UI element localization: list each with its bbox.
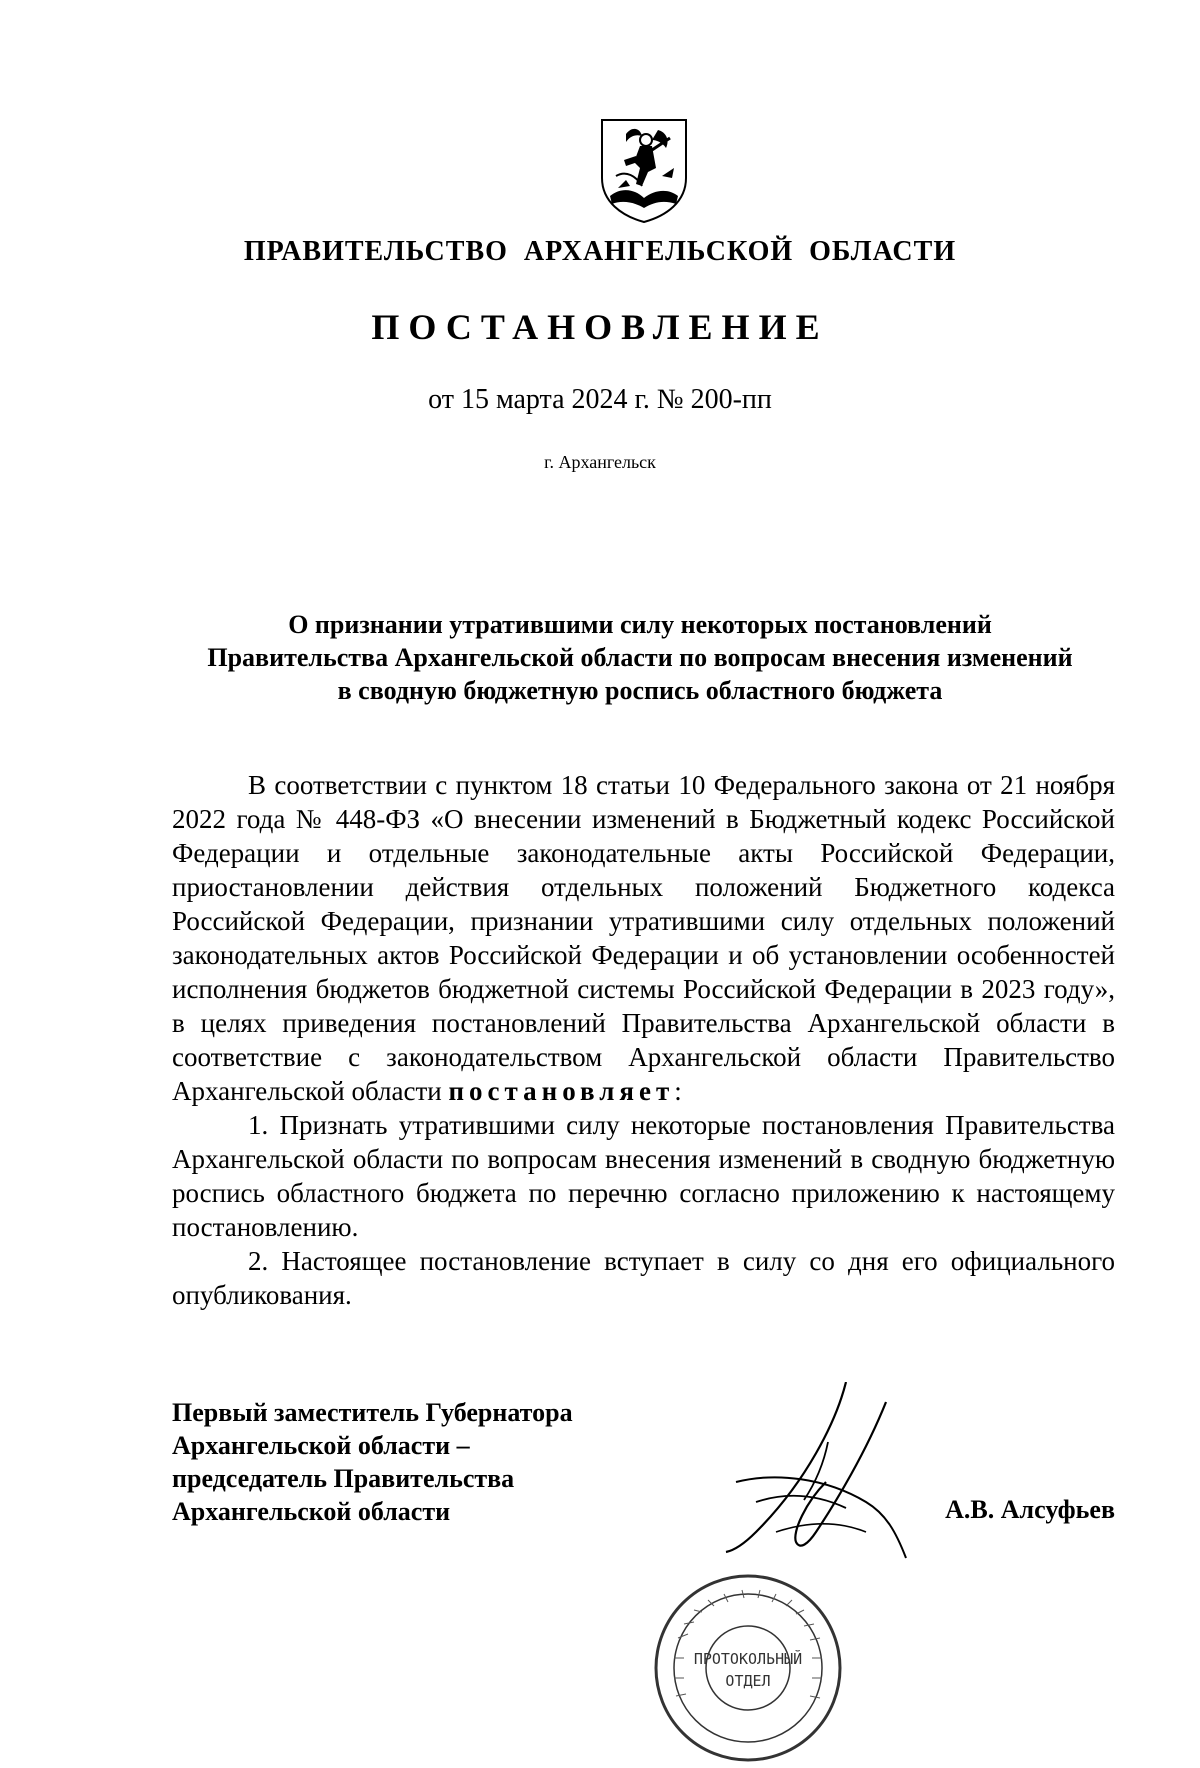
preamble-paragraph [172,768,1115,1108]
signer-name: А.В. Алсуфьев [945,1495,1115,1524]
document-city: г. Архангельск [544,452,656,472]
government-name: ПРАВИТЕЛЬСТВО АРХАНГЕЛЬСКОЙ ОБЛАСТИ [243,236,957,267]
signer-position-line: Первый заместитель Губернатора [172,1398,573,1427]
stamp-text-line: ОТДЕЛ [725,1672,771,1690]
signer-position-line: председатель Правительства [172,1464,515,1493]
stamp-text-line: ПРОТОКОЛЬНЫЙ [693,1650,803,1668]
document-body [172,768,1115,1312]
title-line: в сводную бюджетную роспись областного бюджета [337,676,943,705]
document-type: ПОСТАНОВЛЕНИЕ [371,307,829,347]
document-date-number: от 15 марта 2024 г. № 200-пп [428,384,772,415]
document-title [160,608,1120,707]
round-stamp-icon [648,1568,848,1768]
preamble-colon: : [674,1076,682,1106]
preamble-text: В соответствии с пунктом 18 статьи 10 Федерального закона от 21 ноября 2022 года № 448-ФЗ «О внесении изменений в Бюджетный кодекс Российской Федерации и отдельные законодательные акты Российской Федерации, приостановлении действия отдельных положений Бюджетного кодекса Российской Федерации, признании утратившими силу отдельных положений законодательных актов Российской Федерации и об установлении особенностей исполнения бюджетов бюджетной системы Российской Федерации в 2023 году», в целях приведения постановлений Правительства Архангельской области в соответствие с законодательством Архангельской области Правительство Архангельской области [172,770,1115,1106]
signer-position-line: Архангельской области – [172,1431,470,1460]
coat-of-arms-icon [596,116,692,224]
title-line: Правительства Архангельской области по вопросам внесения изменений [207,643,1073,672]
item-paragraph-1: 1. Признать утратившими силу некоторые постановления Правительства Архангельской области по вопросам внесения изменений в сводную бюджетную роспись областного бюджета по перечню согласно приложению к настоящему постановлению. [172,1110,1115,1242]
handwritten-signature-icon [716,1382,916,1562]
resolves-word: постановляет [448,1076,675,1106]
signer-position-line: Архангельской области [172,1497,451,1526]
title-line: О признании утратившими силу некоторых постановлений [288,610,992,639]
signer-position [172,1396,692,1528]
item-paragraph-2: 2. Настоящее постановление вступает в силу со дня его официального опубликования. [172,1246,1115,1310]
